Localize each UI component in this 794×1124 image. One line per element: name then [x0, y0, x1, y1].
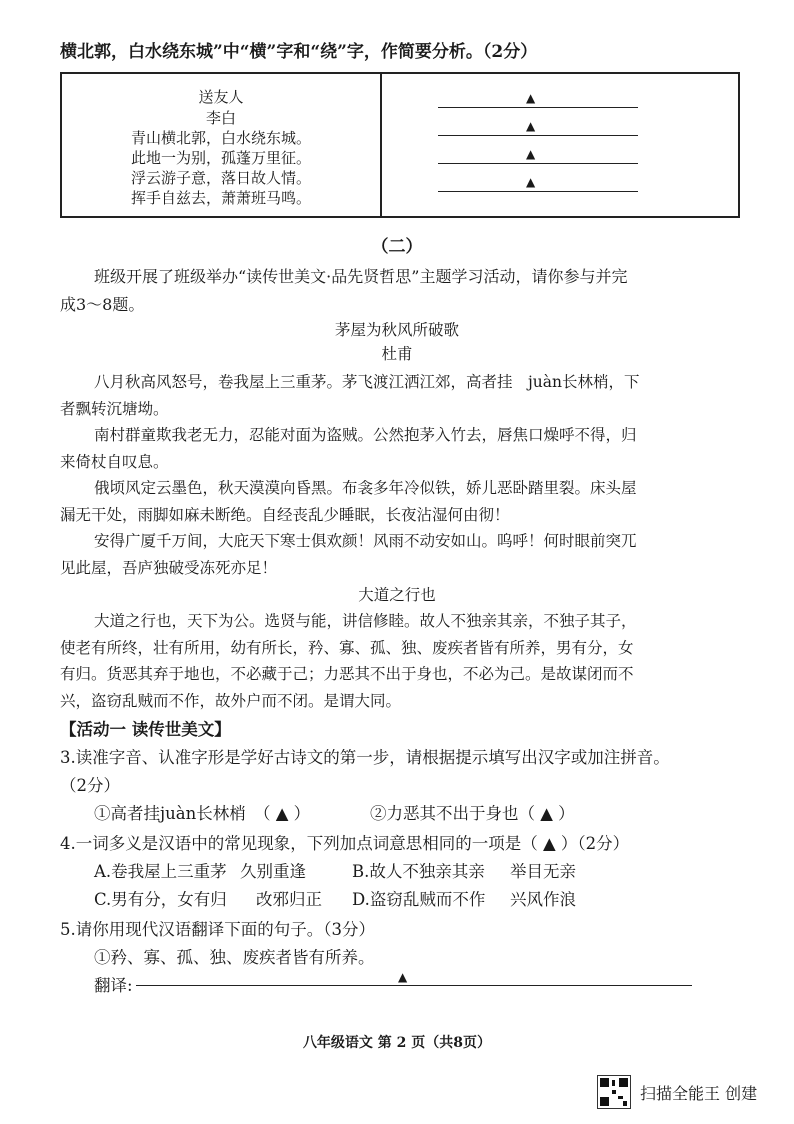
page-footer: 八年级语文 第 2 页（共8页） [302, 1035, 492, 1051]
translate-label: 翻译: [94, 976, 133, 995]
poem-table [60, 72, 740, 218]
answer-marker: ▲ [526, 119, 536, 133]
poem1-text: 南村群童欺我老无力，忍能对面为盗贼。公然抱茅入竹去，唇焦口燥呼不得，归 [94, 426, 637, 444]
q3-score: （2分） [60, 776, 120, 795]
translation-answer-line[interactable] [136, 985, 692, 986]
poem1-text: 漏无干处，雨脚如麻未断绝。自经丧乱少睡眠，长夜沾湿何由彻！ [60, 506, 510, 524]
q4-option: 改邪归正 [256, 890, 322, 909]
answer-line[interactable] [438, 163, 638, 164]
answer-marker: ▲ [526, 175, 536, 189]
q4-option: 兴风作浪 [510, 890, 576, 909]
poem2-text: 兴，盗窃乱贼而不作，故外户而不闭。是谓大同。 [60, 692, 402, 710]
q4-option: C.男有分，女有归 [94, 890, 227, 909]
poem2-text: 有归。货恶其弃于地也，不必藏于己；力恶其不出于身也，不必为己。是故谋闭而不 [60, 665, 634, 683]
q4-stem: 4.一词多义是汉语中的常见现象，下列加点词意思相同的一项是（ ▲ ）（2分） [60, 834, 630, 853]
poem1-text: 安得广厦千万间，大庇天下寒士俱欢颜！风雨不动安如山。呜呼！何时眼前突兀 [94, 532, 637, 550]
poem2-title: 大道之行也 [358, 586, 436, 604]
answer-marker: ▲ [526, 147, 536, 161]
q4-option: 久别重逢 [240, 862, 306, 881]
poem1-text: 者飘转沉塘坳。 [60, 400, 169, 418]
poem-line: 浮云游子意，落日故人情。 [130, 169, 311, 187]
poem1-text: 八月秋高风怒号，卷我屋上三重茅。茅飞渡江洒江郊，高者挂 juàn长林梢，下 [94, 373, 640, 391]
q3-item: ②力恶其不出于身也（ ▲ ） [370, 804, 575, 823]
qr-code-icon [597, 1075, 631, 1109]
poem1-text: 见此屋，吾庐独破受冻死亦足！ [60, 559, 278, 577]
q3-stem: 3.读准字音、认准字形是学好古诗文的第一步，请根据提示填写出汉字或加注拼音。 [60, 748, 670, 767]
answer-marker: ▲ [526, 91, 536, 105]
poem1-text: 来倚杖自叹息。 [60, 453, 169, 471]
q3-item: ①高者挂juàn长林梢 （ ▲ ） [94, 804, 311, 823]
section-intro-line: 成3～8题。 [60, 295, 145, 314]
answer-line[interactable] [438, 135, 638, 136]
poem2-text: 使老有所终，壮有所用，幼有所长，矜、寡、孤、独、废疾者皆有所养，男有分，女 [60, 639, 634, 657]
poem1-author: 杜甫 [381, 345, 413, 363]
answer-marker: ▲ [398, 970, 408, 984]
poem-title: 送友人 [198, 88, 244, 106]
q4-option: B.故人不独亲其亲 [352, 862, 485, 881]
q5-sentence: ①矜、寡、孤、独、废疾者皆有所养。 [94, 948, 375, 967]
poem-line: 此地一为别，孤蓬万里征。 [130, 149, 311, 167]
activity-heading: 【活动一 读传世美文】 [60, 720, 231, 739]
table-divider [380, 74, 382, 216]
poem-author: 李白 [205, 109, 236, 127]
intro-question: 横北郭，白水绕东城”中“横”字和“绕”字，作简要分析。（2分） [60, 42, 538, 62]
q4-option: 举目无亲 [510, 862, 576, 881]
q5-stem: 5.请你用现代汉语翻译下面的句子。（3分） [60, 920, 375, 939]
answer-line[interactable] [438, 191, 638, 192]
q4-option: A.卷我屋上三重茅 [94, 862, 227, 881]
poem1-title: 茅屋为秋风所破歌 [334, 321, 459, 339]
scanner-brand: 扫描全能王 创建 [640, 1084, 758, 1103]
poem-line: 青山横北郭，白水绕东城。 [130, 129, 311, 147]
answer-line[interactable] [438, 107, 638, 108]
poem1-text: 俄顷风定云墨色，秋天漠漠向昏黑。布衾多年冷似铁，娇儿恶卧踏里裂。床头屋 [94, 479, 637, 497]
poem-line: 挥手自兹去，萧萧班马鸣。 [130, 189, 311, 207]
poem-cell [62, 74, 380, 216]
poem2-text: 大道之行也，天下为公。选贤与能，讲信修睦。故人不独亲其亲，不独子其子， [94, 612, 637, 630]
section-title: （二） [371, 237, 423, 257]
q4-option: D.盗窃乱贼而不作 [352, 890, 486, 909]
section-intro-line: 班级开展了班级举办“读传世美文·品先贤哲思”主题学习活动，请你参与并完 [94, 267, 628, 286]
